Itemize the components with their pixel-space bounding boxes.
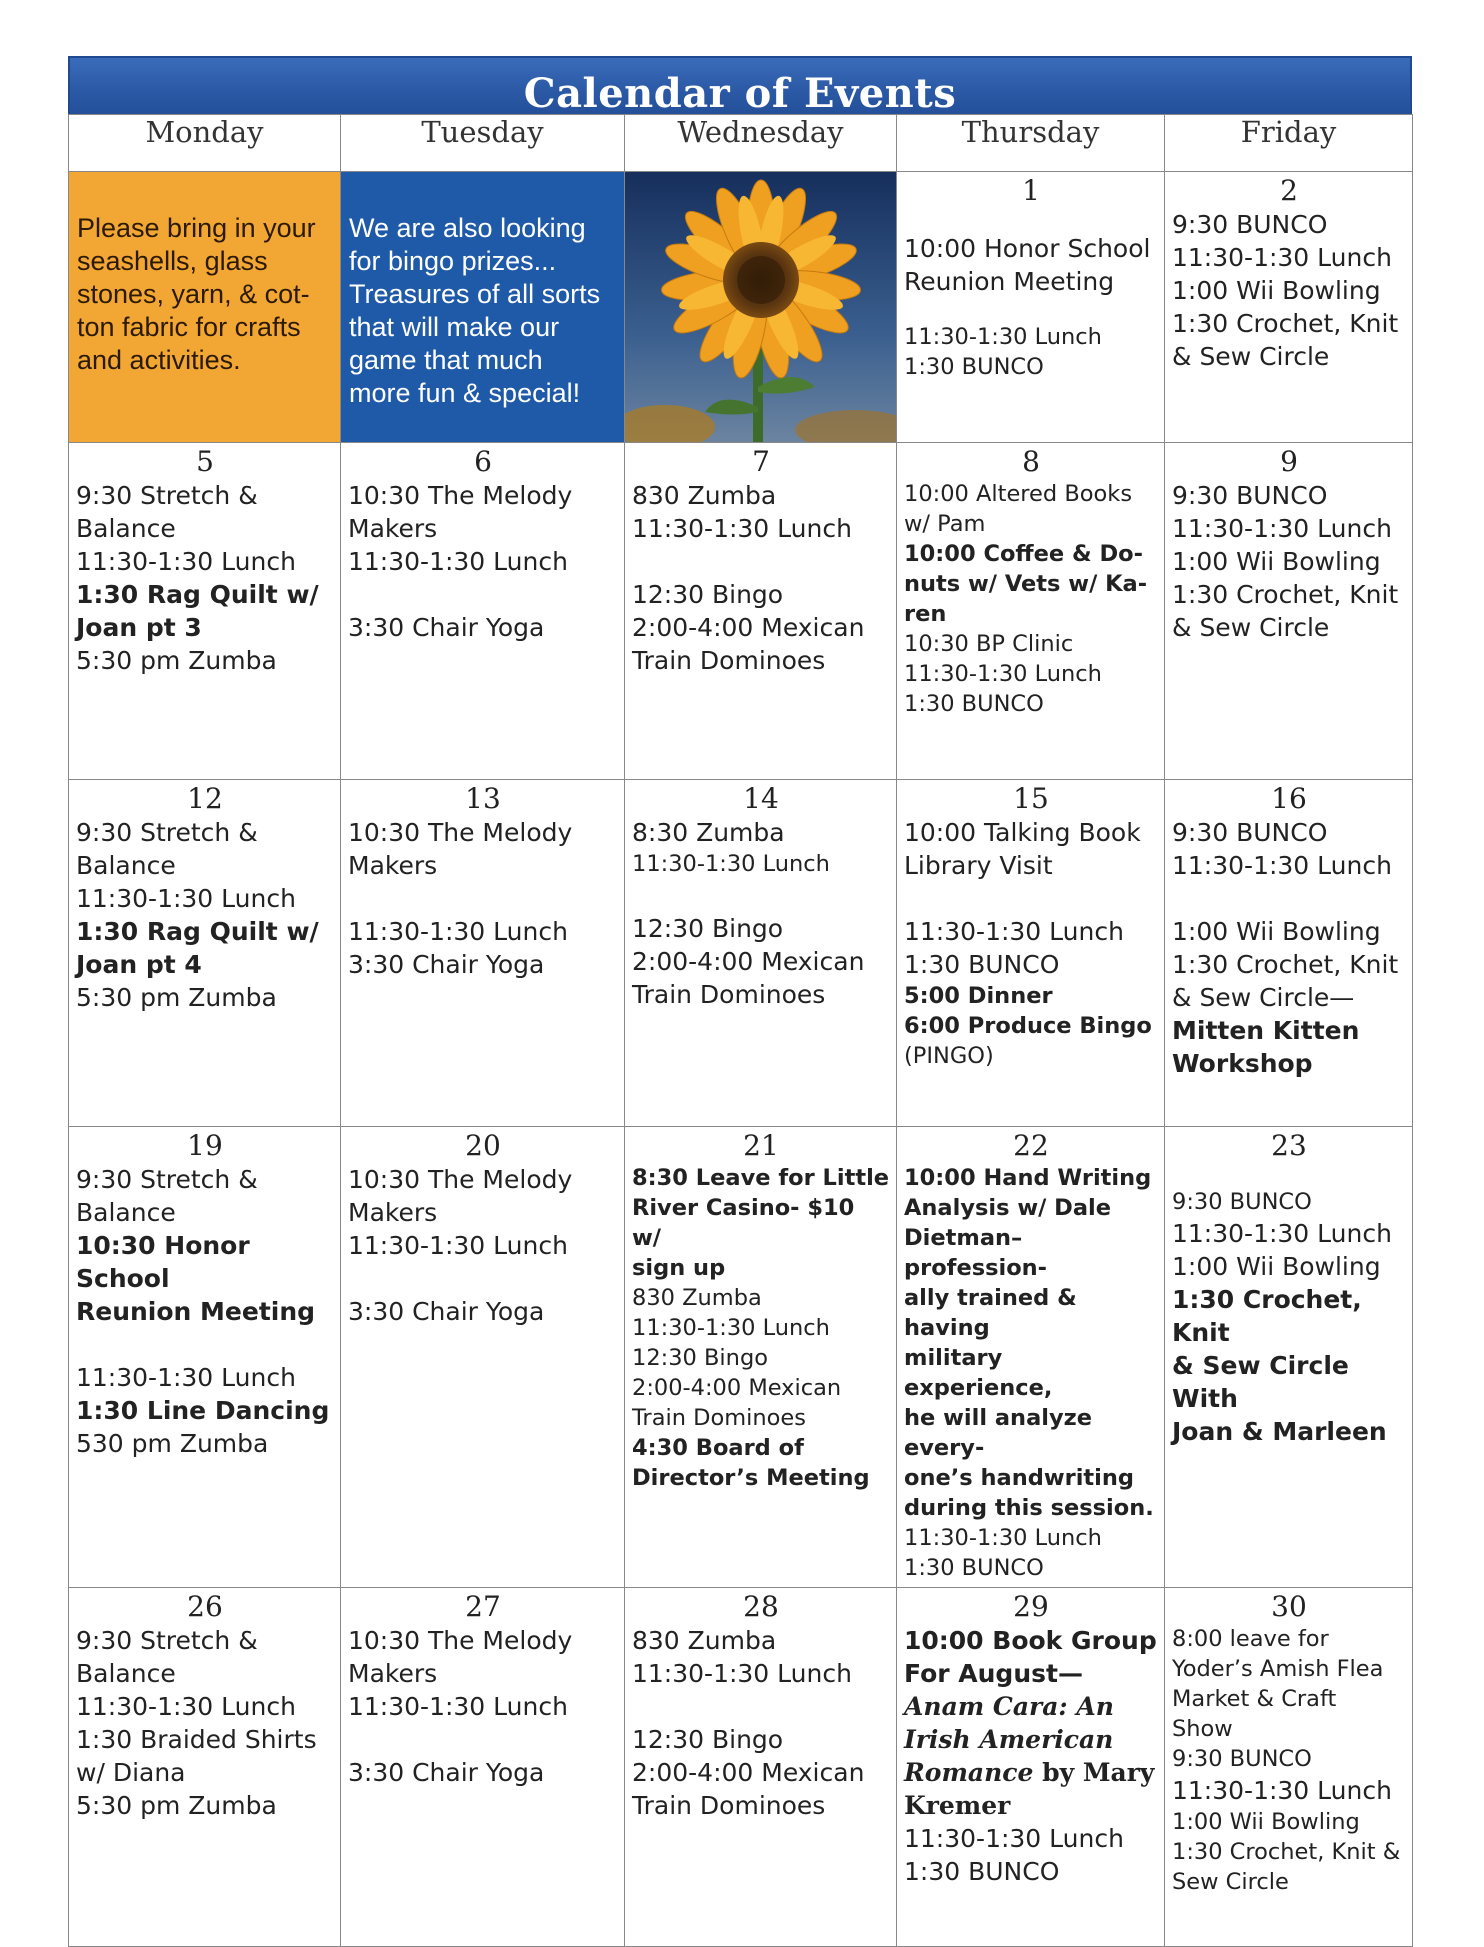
event-line: w/ Pam (904, 511, 986, 537)
event-line: 8:00 leave for (1172, 1626, 1329, 1652)
event-line: 11:30-1:30 Lunch (1172, 851, 1392, 880)
event-line: 1:30 BUNCO (904, 354, 1044, 380)
event-line: 1:30 BUNCO (904, 1857, 1060, 1886)
book-author-line: Kremer (904, 1791, 1011, 1820)
event-line: 11:30-1:30 Lunch (76, 1692, 296, 1721)
event-line: 830 Zumba (632, 1285, 762, 1311)
event-line: 1:00 Wii Bowling (1172, 547, 1381, 576)
day-number: 2 (1280, 174, 1298, 207)
day-cell-30 (1165, 1588, 1413, 1947)
event-line: ren (904, 601, 947, 627)
event-line: 8:30 Leave for Little (632, 1165, 890, 1191)
event-line: 830 Zumba (632, 1626, 777, 1655)
day-number: 27 (465, 1590, 501, 1623)
day-cell-7 (625, 443, 897, 780)
event-line: 10:30 The Melody (348, 481, 573, 510)
event-line: 11:30-1:30 Lunch (904, 917, 1124, 946)
event-line: 1:30 BUNCO (904, 1555, 1044, 1581)
event-line: Makers (348, 1198, 438, 1227)
event-line: Show (1172, 1716, 1233, 1742)
title-bar (68, 56, 1412, 117)
event-line: 3:30 Chair Yoga (348, 613, 545, 642)
event-line: 10:30 Honor School (76, 1231, 250, 1293)
week-row-5 (69, 1588, 1413, 1947)
event-line: 3:30 Chair Yoga (348, 950, 545, 979)
weekday-header-row (69, 115, 1413, 172)
event-line: 11:30-1:30 Lunch (904, 1525, 1102, 1551)
day-number: 12 (187, 782, 223, 815)
note-line: and activities. (77, 345, 241, 375)
day-cell-14 (625, 780, 897, 1127)
book-author-line: by Mary (1033, 1758, 1155, 1787)
event-line: 8:30 Zumba (632, 818, 785, 847)
day-cell-26 (69, 1588, 341, 1947)
day-cell-21 (625, 1127, 897, 1588)
event-line: & Sew Circle With (1172, 1351, 1349, 1413)
event-line: 9:30 BUNCO (1172, 818, 1328, 847)
event-line: 11:30-1:30 Lunch (632, 1315, 830, 1341)
event-line: 1:00 Wii Bowling (1172, 1252, 1381, 1281)
event-line: 5:30 pm Zumba (76, 1791, 277, 1820)
event-line: 1:30 Braided Shirts (76, 1725, 317, 1754)
book-title-line: Anam Cara: An (904, 1692, 1114, 1721)
event-line: 1:30 Crochet, Knit (1172, 309, 1399, 338)
day-number: 9 (1280, 445, 1298, 478)
event-line: Balance (76, 1659, 176, 1688)
event-line: 11:30-1:30 Lunch (348, 917, 568, 946)
event-line: 9:30 Stretch & (76, 1165, 258, 1194)
day-number: 21 (743, 1129, 779, 1162)
day-cell-23 (1165, 1127, 1413, 1588)
event-line: Market & Craft (1172, 1686, 1337, 1712)
event-line: 1:30 Rag Quilt w/ (76, 580, 319, 609)
day-cell-15 (897, 780, 1165, 1127)
day-number: 30 (1271, 1590, 1307, 1623)
weekday-friday: Friday (1165, 115, 1413, 172)
day-cell-13 (341, 780, 625, 1127)
event-line: sign up (632, 1255, 726, 1281)
note-line: stones, yarn, & cot- (77, 279, 310, 309)
event-line: 11:30-1:30 Lunch (1172, 514, 1392, 543)
event-line: ally trained & having (904, 1285, 1077, 1341)
event-line: River Casino- $10 w/ (632, 1195, 855, 1251)
event-line: 1:30 BUNCO (904, 691, 1044, 717)
event-line: 3:30 Chair Yoga (348, 1297, 545, 1326)
event-line: Balance (76, 1198, 176, 1227)
event-line: Library Visit (904, 851, 1053, 880)
event-line: Makers (348, 851, 438, 880)
event-line: 5:00 Dinner (904, 983, 1053, 1009)
event-line: military experience, (904, 1345, 1053, 1401)
event-line: one’s handwriting (904, 1465, 1135, 1491)
event-line: during this session. (904, 1495, 1154, 1521)
event-line: 9:30 Stretch & (76, 481, 258, 510)
calendar-grid (68, 114, 1413, 1947)
day-number: 14 (743, 782, 779, 815)
crafts-note (69, 172, 341, 443)
event-line: 4:30 Board of (632, 1435, 804, 1461)
event-line: 11:30-1:30 Lunch (76, 1363, 296, 1392)
day-cell-16 (1165, 780, 1413, 1127)
note-line: more fun & special! (349, 378, 581, 408)
event-line: 9:30 Stretch & (76, 818, 258, 847)
week-row-1 (69, 172, 1413, 443)
event-line: Train Dominoes (632, 1791, 826, 1820)
event-line: he will analyze every- (904, 1405, 1092, 1461)
event-line: 10:30 The Melody (348, 1165, 573, 1194)
note-line: seashells, glass (77, 246, 268, 276)
event-line: & Sew Circle— (1172, 983, 1355, 1012)
event-line: 1:30 Crochet, Knit (1172, 580, 1399, 609)
day-number: 26 (187, 1590, 223, 1623)
sunflower-image (625, 172, 897, 443)
day-number: 16 (1271, 782, 1307, 815)
event-line: 9:30 BUNCO (1172, 1189, 1312, 1215)
event-line: 1:30 Line Dancing (76, 1396, 330, 1425)
day-cell-5 (69, 443, 341, 780)
event-line: Dietman– profession- (904, 1225, 1048, 1281)
day-number: 5 (196, 445, 214, 478)
event-line: 12:30 Bingo (632, 580, 784, 609)
day-number: 13 (465, 782, 501, 815)
day-number: 29 (1013, 1590, 1049, 1623)
event-line: 10:30 The Melody (348, 818, 573, 847)
event-line: 11:30-1:30 Lunch (904, 324, 1102, 350)
day-cell-28 (625, 1588, 897, 1947)
note-line: Please bring in your (77, 213, 316, 243)
day-number: 15 (1013, 782, 1049, 815)
day-number: 19 (187, 1129, 223, 1162)
event-line: Balance (76, 851, 176, 880)
event-line: 10:00 Hand Writing (904, 1165, 1152, 1191)
event-line: 12:30 Bingo (632, 1725, 784, 1754)
event-line: Workshop (1172, 1049, 1313, 1078)
event-line: 1:00 Wii Bowling (1172, 276, 1381, 305)
event-line: 1:30 Crochet, Knit (1172, 1285, 1362, 1347)
weekday-tuesday: Tuesday (341, 115, 625, 172)
event-line: 1:00 Wii Bowling (1172, 1809, 1360, 1835)
event-line: 11:30-1:30 Lunch (348, 1231, 568, 1260)
weekday-monday: Monday (69, 115, 341, 172)
day-number: 6 (474, 445, 492, 478)
event-line: 1:30 Rag Quilt w/ (76, 917, 319, 946)
event-line: Director’s Meeting (632, 1465, 870, 1491)
book-title-line: Irish American (904, 1725, 1114, 1754)
event-line: w/ Diana (76, 1758, 186, 1787)
event-line: 11:30-1:30 Lunch (76, 547, 296, 576)
event-line: Makers (348, 1659, 438, 1688)
event-line: 10:00 Coffee & Do- (904, 541, 1143, 567)
event-line: 11:30-1:30 Lunch (348, 1692, 568, 1721)
day-number: 28 (743, 1590, 779, 1623)
event-line: Train Dominoes (632, 1405, 806, 1431)
event-line: 12:30 Bingo (632, 914, 784, 943)
note-line: Treasures of all sorts (349, 279, 601, 309)
event-line: 11:30-1:30 Lunch (632, 514, 852, 543)
event-line: 2:00-4:00 Mexican (632, 613, 865, 642)
event-line: 11:30-1:30 Lunch (632, 1659, 852, 1688)
event-line: 11:30-1:30 Lunch (632, 851, 830, 877)
event-line: 9:30 BUNCO (1172, 1746, 1312, 1772)
event-line: Joan & Marleen (1172, 1417, 1387, 1446)
note-line: We are also looking (349, 213, 586, 243)
event-line: 10:00 Talking Book (904, 818, 1141, 847)
event-line: 5:30 pm Zumba (76, 646, 277, 675)
day-number: 7 (752, 445, 770, 478)
book-title-line: Romance (904, 1758, 1034, 1787)
event-line: 11:30-1:30 Lunch (904, 1824, 1124, 1853)
day-number: 22 (1013, 1129, 1049, 1162)
event-line: 11:30-1:30 Lunch (904, 661, 1102, 687)
event-line: 10:00 Book Group (904, 1626, 1157, 1655)
event-line: 2:00-4:00 Mexican (632, 947, 865, 976)
event-line: 1:30 BUNCO (904, 950, 1060, 979)
day-cell-12 (69, 780, 341, 1127)
event-line: Reunion Meeting (76, 1297, 316, 1326)
event-line: Reunion Meeting (904, 267, 1115, 296)
event-line: nuts w/ Vets w/ Ka- (904, 571, 1148, 597)
event-line: 10:30 The Melody (348, 1626, 573, 1655)
event-line: Sew Circle (1172, 1869, 1289, 1895)
day-cell-2 (1165, 172, 1413, 443)
day-cell-20 (341, 1127, 625, 1588)
bingo-prizes-note (341, 172, 625, 443)
event-line: 9:30 BUNCO (1172, 210, 1328, 239)
page-title: Calendar of Events (523, 70, 957, 117)
day-number: 23 (1271, 1129, 1307, 1162)
event-line: 9:30 Stretch & (76, 1626, 258, 1655)
event-line: Joan pt 3 (76, 613, 202, 642)
event-line: 3:30 Chair Yoga (348, 1758, 545, 1787)
event-line: (PINGO) (904, 1043, 994, 1069)
event-line: 10:30 BP Clinic (904, 631, 1074, 657)
event-line: 1:30 Crochet, Knit & (1172, 1839, 1401, 1865)
day-number: 1 (1022, 174, 1040, 207)
day-cell-22 (897, 1127, 1165, 1588)
event-line: For August— (904, 1659, 1083, 1688)
day-cell-1 (897, 172, 1165, 443)
event-line: 6:00 Produce Bingo (904, 1013, 1152, 1039)
note-line: game that much (349, 345, 543, 375)
day-cell-6 (341, 443, 625, 780)
day-cell-8 (897, 443, 1165, 780)
note-line: that will make our (349, 312, 560, 342)
event-line: 2:00-4:00 Mexican (632, 1375, 842, 1401)
event-line: 10:00 Altered Books (904, 481, 1133, 507)
event-line: 11:30-1:30 Lunch (348, 547, 568, 576)
event-line: 530 pm Zumba (76, 1429, 269, 1458)
event-line: Joan pt 4 (76, 950, 202, 979)
event-line: 9:30 BUNCO (1172, 481, 1328, 510)
day-cell-9 (1165, 443, 1413, 780)
event-line: 1:30 Crochet, Knit (1172, 950, 1399, 979)
event-line: 11:30-1:30 Lunch (1172, 1776, 1392, 1805)
event-line: 11:30-1:30 Lunch (1172, 243, 1392, 272)
event-line: Mitten Kitten (1172, 1016, 1360, 1045)
event-line: Train Dominoes (632, 980, 826, 1009)
event-line: & Sew Circle (1172, 342, 1330, 371)
event-line: Yoder’s Amish Flea (1172, 1656, 1384, 1682)
event-line: 1:00 Wii Bowling (1172, 917, 1381, 946)
event-line: 10:00 Honor School (904, 234, 1151, 263)
event-line: 11:30-1:30 Lunch (1172, 1219, 1392, 1248)
day-cell-27 (341, 1588, 625, 1947)
note-line: for bingo prizes... (349, 246, 557, 276)
event-line: Train Dominoes (632, 646, 826, 675)
sunflower-icon (625, 172, 897, 442)
event-line: Balance (76, 514, 176, 543)
day-cell-19 (69, 1127, 341, 1588)
day-number: 20 (465, 1129, 501, 1162)
event-line: 5:30 pm Zumba (76, 983, 277, 1012)
event-line: 2:00-4:00 Mexican (632, 1758, 865, 1787)
event-line: 11:30-1:30 Lunch (76, 884, 296, 913)
event-line: 830 Zumba (632, 481, 777, 510)
event-line: & Sew Circle (1172, 613, 1330, 642)
week-row-2 (69, 443, 1413, 780)
weekday-thursday: Thursday (897, 115, 1165, 172)
event-line: 12:30 Bingo (632, 1345, 768, 1371)
note-line: ton fabric for crafts (77, 312, 301, 342)
week-row-4 (69, 1127, 1413, 1588)
day-number: 8 (1022, 445, 1040, 478)
event-line: Analysis w/ Dale (904, 1195, 1111, 1221)
event-line: Makers (348, 514, 438, 543)
day-cell-29 (897, 1588, 1165, 1947)
calendar-sheet (68, 56, 1412, 1947)
weekday-wednesday: Wednesday (625, 115, 897, 172)
week-row-3 (69, 780, 1413, 1127)
